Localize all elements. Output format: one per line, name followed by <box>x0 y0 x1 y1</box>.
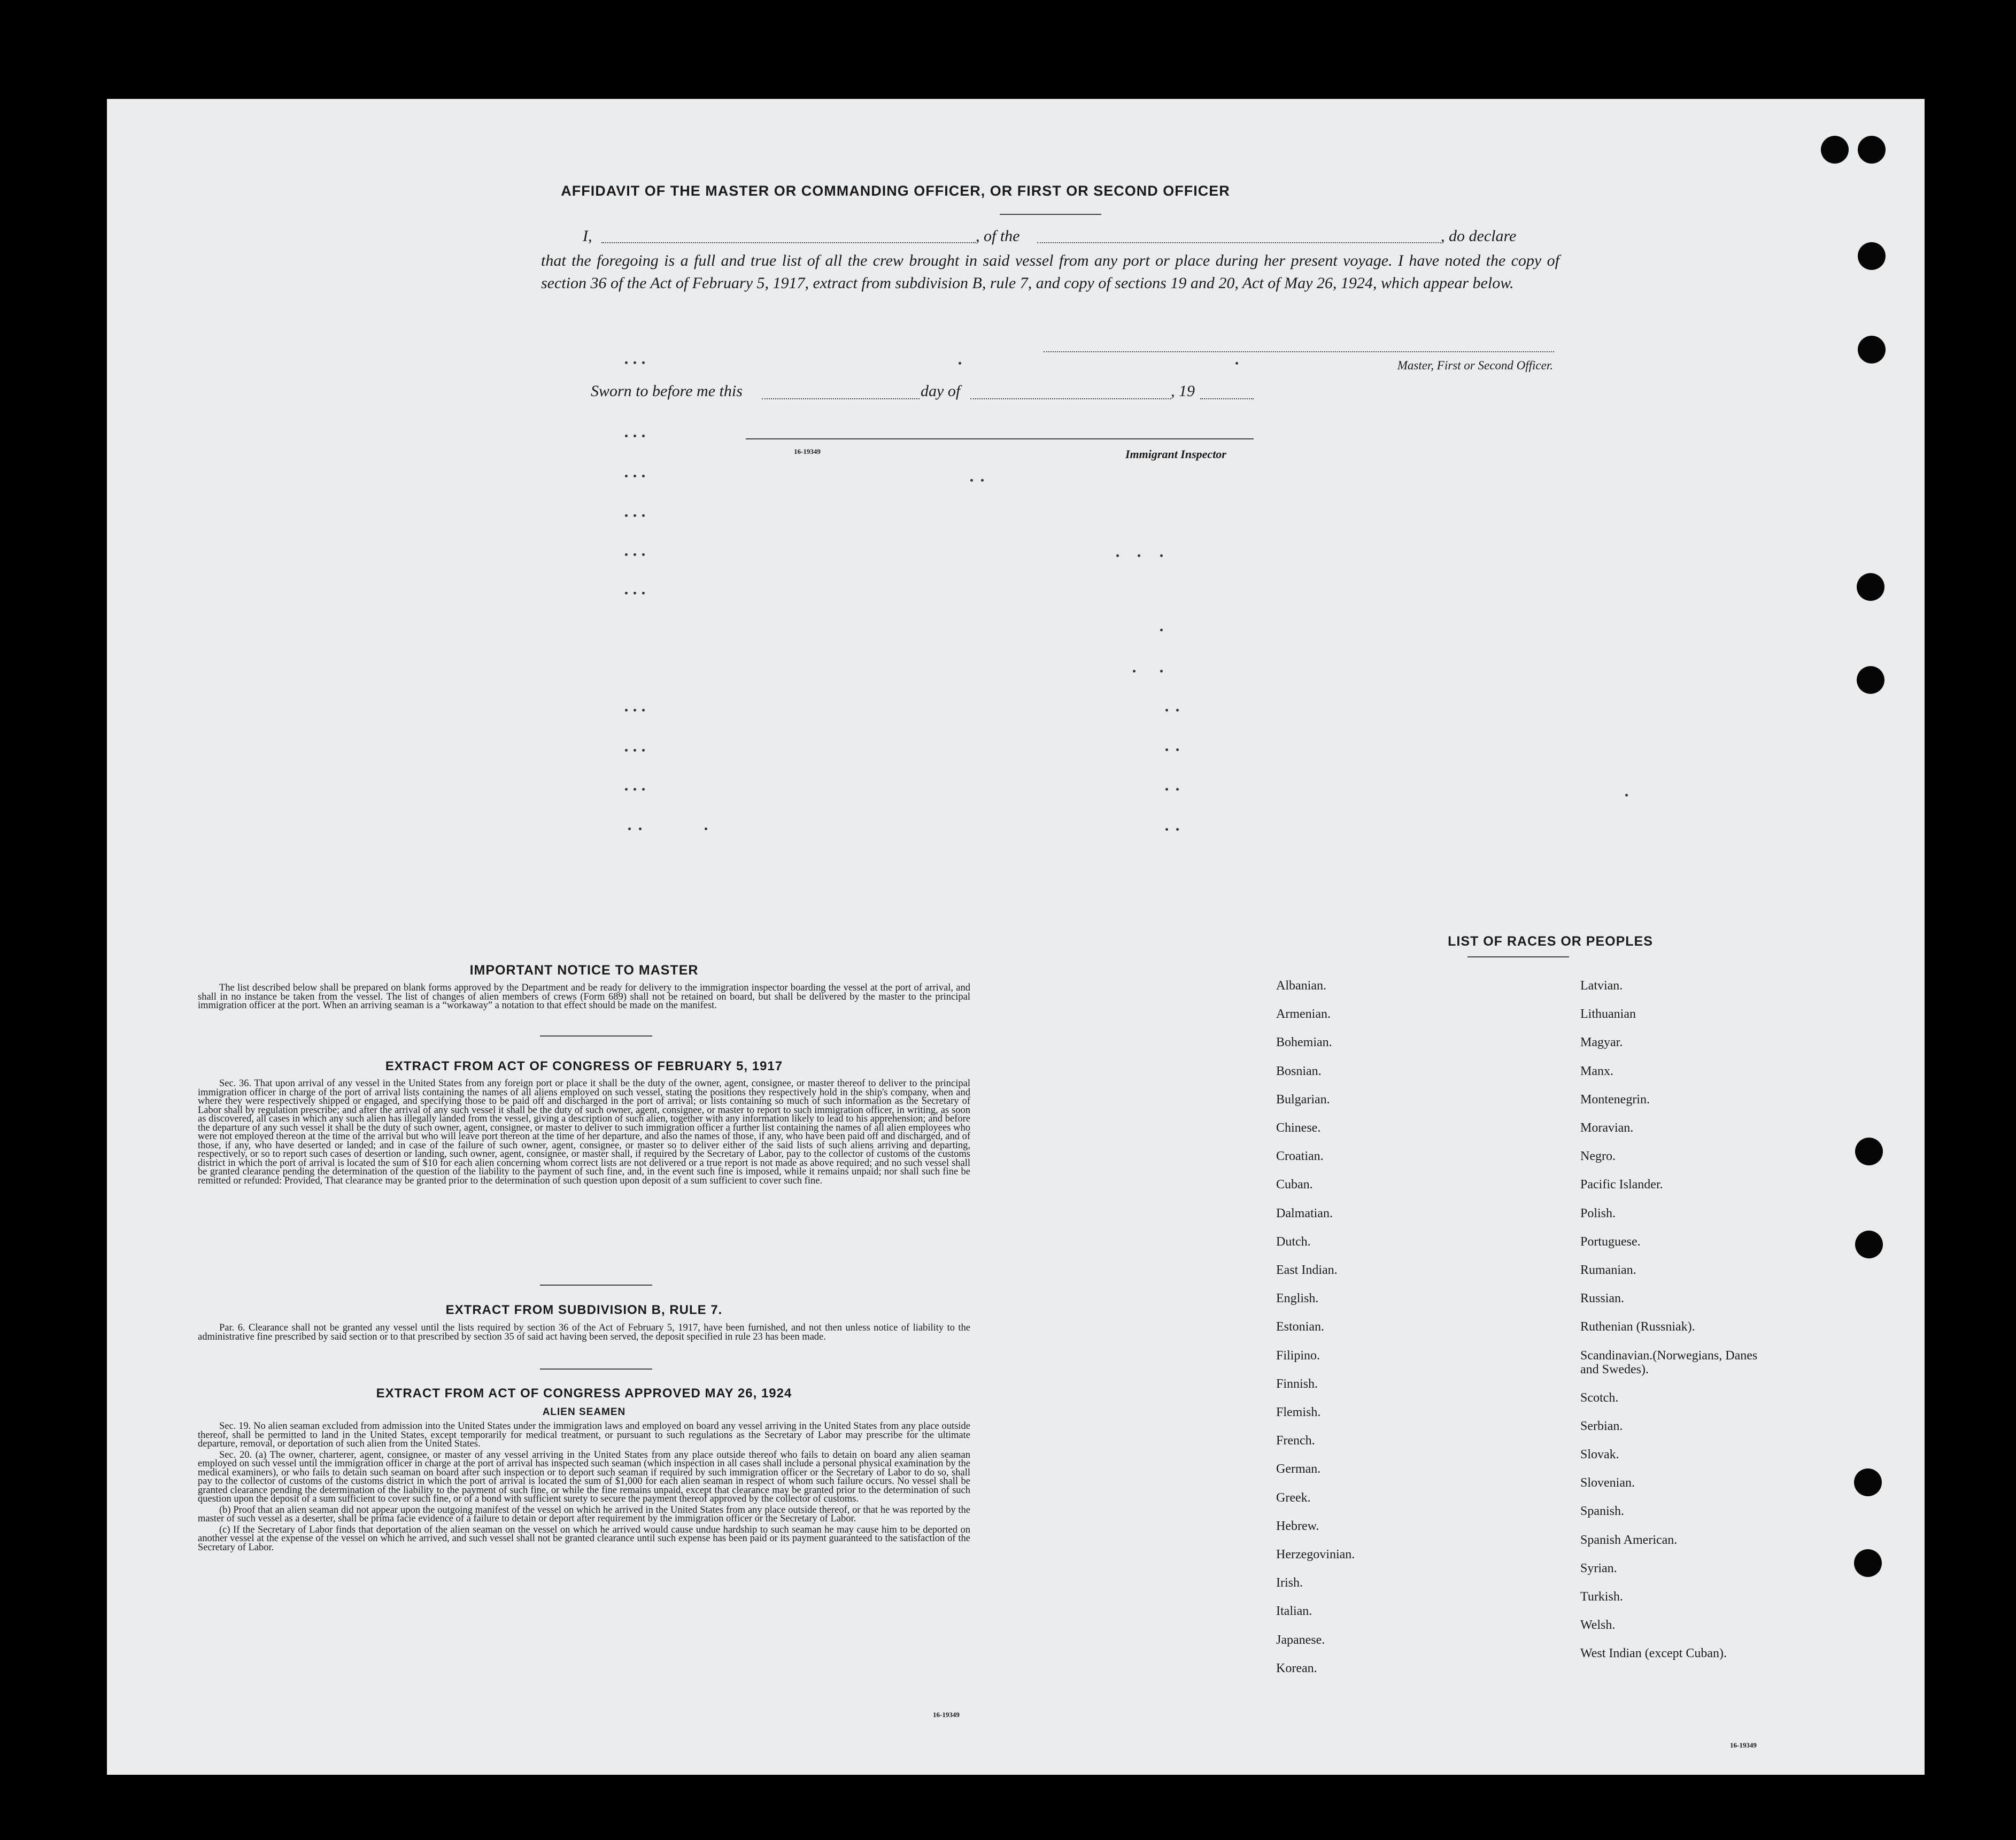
race-item: Russian. <box>1580 1292 1625 1306</box>
binder-hole <box>1858 242 1886 270</box>
speck <box>642 592 645 594</box>
speck <box>625 475 628 477</box>
race-item: Scotch. <box>1580 1390 1619 1405</box>
races-title: LIST OF RACES OR PEOPLES <box>1448 934 1653 949</box>
speck <box>1160 554 1163 557</box>
speck <box>642 435 645 437</box>
race-item: English. <box>1276 1292 1319 1306</box>
race-item: Albanian. <box>1276 979 1326 993</box>
extract-1924-title: EXTRACT FROM ACT OF CONGRESS APPROVED MAY 26, 1924 <box>376 1386 792 1401</box>
speck <box>642 514 645 517</box>
speck <box>634 435 636 437</box>
speck <box>625 553 628 556</box>
speck <box>625 749 628 752</box>
speck <box>642 788 645 791</box>
alien-seamen-subtitle: ALIEN SEAMEN <box>542 1406 626 1418</box>
speck <box>625 592 628 594</box>
sworn-year-field[interactable] <box>1200 398 1254 399</box>
race-item: Slovenian. <box>1580 1476 1635 1490</box>
section-19: Sec. 19. No alien seaman excluded from admission into the United States under the immigration laws and employed on board any vessel arriving in the United States from any place outside thereof, shall be permitted to land in the United States, except temporarily for medical treatment, or pursuant to such regulations as the Secretary of Labor may prescribe for the ultimate departure, removal, or deportation of such alien from the United States. <box>198 1421 970 1449</box>
of-the-label: , of the <box>976 227 1020 245</box>
form-number-top: 16-19349 <box>794 447 821 455</box>
race-item: Bosnian. <box>1276 1064 1322 1078</box>
speck <box>634 514 636 517</box>
race-item: East Indian. <box>1276 1263 1338 1277</box>
inspector-caption: Immigrant Inspector <box>1125 447 1226 461</box>
section-20b: (b) Proof that an alien seaman did not appear upon the outgoing manifest of the vessel on which he arrived in the United States from any place outside thereof, or that he was reported by the master of such vessel as a deserter, shall be prima facie evidence of a failure to detain or deport after requirement by the immigration officer or the Secretary of Labor. <box>198 1504 970 1524</box>
race-item: Portuguese. <box>1580 1234 1641 1249</box>
race-item: Filipino. <box>1276 1348 1320 1363</box>
race-item: Slovak. <box>1580 1448 1619 1462</box>
speck <box>634 475 636 477</box>
speck <box>1116 554 1119 557</box>
race-item: Welsh. <box>1580 1618 1616 1633</box>
notice-divider <box>540 1035 652 1037</box>
speck <box>1165 788 1168 791</box>
race-item: Latvian. <box>1580 979 1623 993</box>
binder-hole <box>1858 336 1886 364</box>
races-divider <box>1467 956 1569 957</box>
speck <box>1176 748 1179 751</box>
day-of-label: day of <box>921 382 961 400</box>
extract-1924-text <box>198 1422 970 1554</box>
section-20a: Sec. 20. (a) The owner, charterer, agent, consignee, or master of any vessel arriving in the United States from any place outside thereof who fails to detain on board any alien seaman employed on such vessel until the immigration officer in charge at the port of arrival has inspected such seaman (which inspection in all cases shall include a personal physical examination by the medical examiners), or who fails to detain such seaman on board after such inspection or to deport such seaman if required by such immigration officer or the Secretary of Labor to do so, shall pay to the collector of customs of the customs district in which the port of arrival is located the sum of $1,000 for each alien seaman in respect of whom such failure occurs. No vessel shall be granted clearance pending the determination of the liability to the payment of such fine, or while the fine remains unpaid, except that clearance may be granted prior to the determination of such question upon the deposit of a sum sufficient to cover such fine, or of a bond with sufficient surety to secure the payment thereof approved by the collector of customs. <box>198 1449 970 1504</box>
form-number-bottom-left: 16-19349 <box>933 1711 960 1719</box>
race-item: Moravian. <box>1580 1121 1634 1135</box>
binder-hole <box>1854 1549 1882 1577</box>
name-field[interactable] <box>601 242 976 243</box>
speck <box>634 788 636 791</box>
race-item: Scandinavian.(Norwegians, Danes and Swedes). <box>1580 1348 1758 1377</box>
race-item: Rumanian. <box>1580 1263 1636 1277</box>
speck <box>1165 709 1168 712</box>
form-sheet <box>107 99 1925 1775</box>
extract-1917-title: EXTRACT FROM ACT OF CONGRESS OF FEBRUARY 5, 1917 <box>385 1059 783 1073</box>
race-item: Hebrew. <box>1276 1519 1319 1533</box>
race-item: Finnish. <box>1276 1377 1318 1391</box>
race-item: Chinese. <box>1276 1121 1321 1135</box>
race-item: German. <box>1276 1462 1321 1476</box>
race-item: West Indian (except Cuban). <box>1580 1646 1727 1661</box>
race-item: Cuban. <box>1276 1178 1313 1192</box>
race-item: Dutch. <box>1276 1234 1311 1249</box>
speck <box>642 475 645 477</box>
race-item: Magyar. <box>1580 1035 1623 1050</box>
speck <box>1625 794 1628 797</box>
race-item: Korean. <box>1276 1661 1317 1675</box>
binder-hole <box>1821 136 1849 164</box>
speck <box>1160 629 1163 631</box>
extract-1917-divider <box>540 1285 652 1286</box>
speck <box>625 514 628 517</box>
sworn-day-field[interactable] <box>762 398 920 399</box>
race-item: Herzegovinian. <box>1276 1548 1355 1561</box>
speck <box>642 709 645 712</box>
i-label: I, <box>583 227 592 245</box>
subdivision-b-text: Par. 6. Clearance shall not be granted any vessel until the lists required by section 36 of the Act of February 5, 1917, have been furnished, and not then unless notice of liability to the administrative fine prescribed by said section or to that prescribed by section 35 of said act having been served, the deposit specified in rule 23 has been made. <box>198 1323 970 1342</box>
sworn-label: Sworn to before me this <box>591 382 743 400</box>
speck <box>625 788 628 791</box>
speck <box>1176 788 1179 791</box>
speck <box>634 361 636 364</box>
speck <box>1235 362 1238 365</box>
race-item: Spanish American. <box>1580 1533 1678 1547</box>
speck <box>1165 828 1168 831</box>
vessel-field[interactable] <box>1037 242 1441 243</box>
binder-hole <box>1857 573 1884 601</box>
binder-hole <box>1855 1138 1883 1165</box>
race-item: Irish. <box>1276 1576 1303 1590</box>
race-item: Croatian. <box>1276 1149 1324 1164</box>
race-item: Bulgarian. <box>1276 1092 1330 1107</box>
speck <box>1176 709 1179 712</box>
notice-title: IMPORTANT NOTICE TO MASTER <box>469 963 699 978</box>
race-item: Syrian. <box>1580 1561 1617 1575</box>
subdivision-b-divider <box>540 1369 652 1370</box>
race-item: Estonian. <box>1276 1320 1324 1334</box>
section-20c: (c) If the Secretary of Labor finds that deportation of the alien seaman on the vessel on which he arrived would cause undue hardship to such seaman he may cause him to be deported on another vessel at the expense of the vessel on which he arrived, and such vessel shall not be granted clearance until such expense has been paid or its payment guaranteed to the satisfaction of the Secretary of Labor. <box>198 1524 970 1553</box>
speck <box>642 749 645 752</box>
speck <box>705 828 707 830</box>
subdivision-b-title: EXTRACT FROM SUBDIVISION B, RULE 7. <box>445 1303 723 1317</box>
speck <box>642 361 645 364</box>
speck <box>634 709 636 712</box>
race-item: Bohemian. <box>1276 1035 1332 1050</box>
affidavit-title: AFFIDAVIT OF THE MASTER OR COMMANDING OFFICER, OR FIRST OR SECOND OFFICER <box>561 183 1230 199</box>
binder-hole <box>1854 1468 1882 1496</box>
signature-caption: Master, First or Second Officer. <box>1397 359 1553 372</box>
race-item: Pacific Islander. <box>1580 1178 1663 1192</box>
speck <box>959 362 961 365</box>
race-item: Lithuanian <box>1580 1007 1636 1022</box>
race-item: Armenian. <box>1276 1007 1331 1022</box>
inspector-signature-field[interactable] <box>746 438 1254 439</box>
speck <box>1138 554 1140 557</box>
binder-hole <box>1858 136 1886 164</box>
race-item: Ruthenian (Russniak). <box>1580 1320 1695 1334</box>
race-item: Japanese. <box>1276 1633 1325 1647</box>
speck <box>634 749 636 752</box>
race-item: French. <box>1276 1434 1315 1448</box>
master-signature-field[interactable] <box>1044 351 1554 352</box>
race-item: Manx. <box>1580 1064 1613 1078</box>
speck <box>642 553 645 556</box>
race-item: Greek. <box>1276 1490 1311 1505</box>
race-item: Serbian. <box>1580 1419 1623 1433</box>
race-item: Spanish. <box>1580 1504 1625 1519</box>
race-item: Turkish. <box>1580 1590 1623 1604</box>
speck <box>634 592 636 594</box>
form-number-bottom-right: 16-19349 <box>1730 1741 1757 1749</box>
speck <box>1133 670 1136 672</box>
race-item: Montenegrin. <box>1580 1092 1650 1107</box>
title-divider <box>1000 214 1101 215</box>
speck <box>1160 670 1163 672</box>
speck <box>981 479 984 482</box>
speck <box>634 553 636 556</box>
race-item: Polish. <box>1580 1206 1616 1220</box>
race-item: Negro. <box>1580 1149 1616 1164</box>
speck <box>1165 748 1168 751</box>
race-item: Italian. <box>1276 1604 1312 1619</box>
race-item: Dalmatian. <box>1276 1206 1333 1220</box>
speck <box>625 361 628 364</box>
race-item: Flemish. <box>1276 1405 1321 1419</box>
do-declare-label: , do declare <box>1441 227 1517 245</box>
speck <box>639 828 642 830</box>
extract-1917-text: Sec. 36. That upon arrival of any vessel in the United States from any foreign port or place it shall be the duty of the owner, agent, consignee, or master thereof to deliver to the principal immigration officer in charge of the port of arrival lists containing the names of all aliens employed on such vessel, stating the positions they respectively hold in the ship's company, when and where they were respectively shipped or engaged, and specifying those to be paid off and discharged in the port of arrival; or lists containing so much of such information as the Secretary of Labor shall by regulation prescribe; and after the arrival of any such vessel it shall be the duty of such owner, agent, consignee, or master to report to such immigration officer, in writing, as soon as discovered, all cases in which any such alien has illegally landed from the vessel, giving a description of such alien, together with any information likely to lead to his apprehension; and before the departure of any such vessel it shall be the duty of such owner, agent, consignee, or master to deliver to such immigration officer a further list containing the names of all alien employees who were not employed thereon at the time of the arrival but who will leave port thereon at the time of her departure, and also the names of those, if any, who have been paid off and discharged, and of those, if any, who have deserted or landed; and in case of the failure of such owner, agent, consignee, or master so to deliver either of the said lists of such aliens arriving and departing, respectively, or so to report such cases of desertion or landing, such owner, agent, consignee, or master shall, if required by the Secretary of Labor, pay to the collector of customs of the customs district in which the port of arrival is located the sum of $10 for each alien concerning whom correct lists are not delivered or a true report is not made as above required; and no such vessel shall be granted clearance pending the determination of the question of the liability to the payment of such fine, and, in the event such fine is imposed, while it remains unpaid; nor shall such fine be remitted or refunded: Provided, That clearance may be granted prior to the determination of such question upon deposit of a sum sufficient to cover such fine. <box>198 1078 970 1186</box>
sworn-month-field[interactable] <box>970 398 1171 399</box>
speck <box>970 479 973 482</box>
binder-hole <box>1855 1231 1883 1258</box>
speck <box>628 828 631 830</box>
affidavit-body: that the foregoing is a full and true list of all the crew brought in said vessel from any port or place during her present voyage. I have noted the copy of section 36 of the Act of February 5, 1917, extract from subdivision B, rule 7, and copy of sections 19 and 20, Act of May 26, 1924, which appear below. <box>541 252 1559 292</box>
speck <box>1176 828 1179 831</box>
notice-text: The list described below shall be prepared on blank forms approved by the Department and be ready for delivery to the immigration inspector boarding the vessel at the port of arrival, and shall in no instance be taken from the vessel. The list of changes of alien members of crews (Form 689) shall not be retained on board, but shall be delivered by the master to the principal immigration officer at the port. When an arriving seaman is a “workaway” a notation to that effect should be made on the manifest. <box>198 983 970 1011</box>
binder-hole <box>1857 666 1884 694</box>
speck <box>625 709 628 712</box>
year-label: , 19 <box>1171 382 1195 400</box>
speck <box>625 435 628 437</box>
